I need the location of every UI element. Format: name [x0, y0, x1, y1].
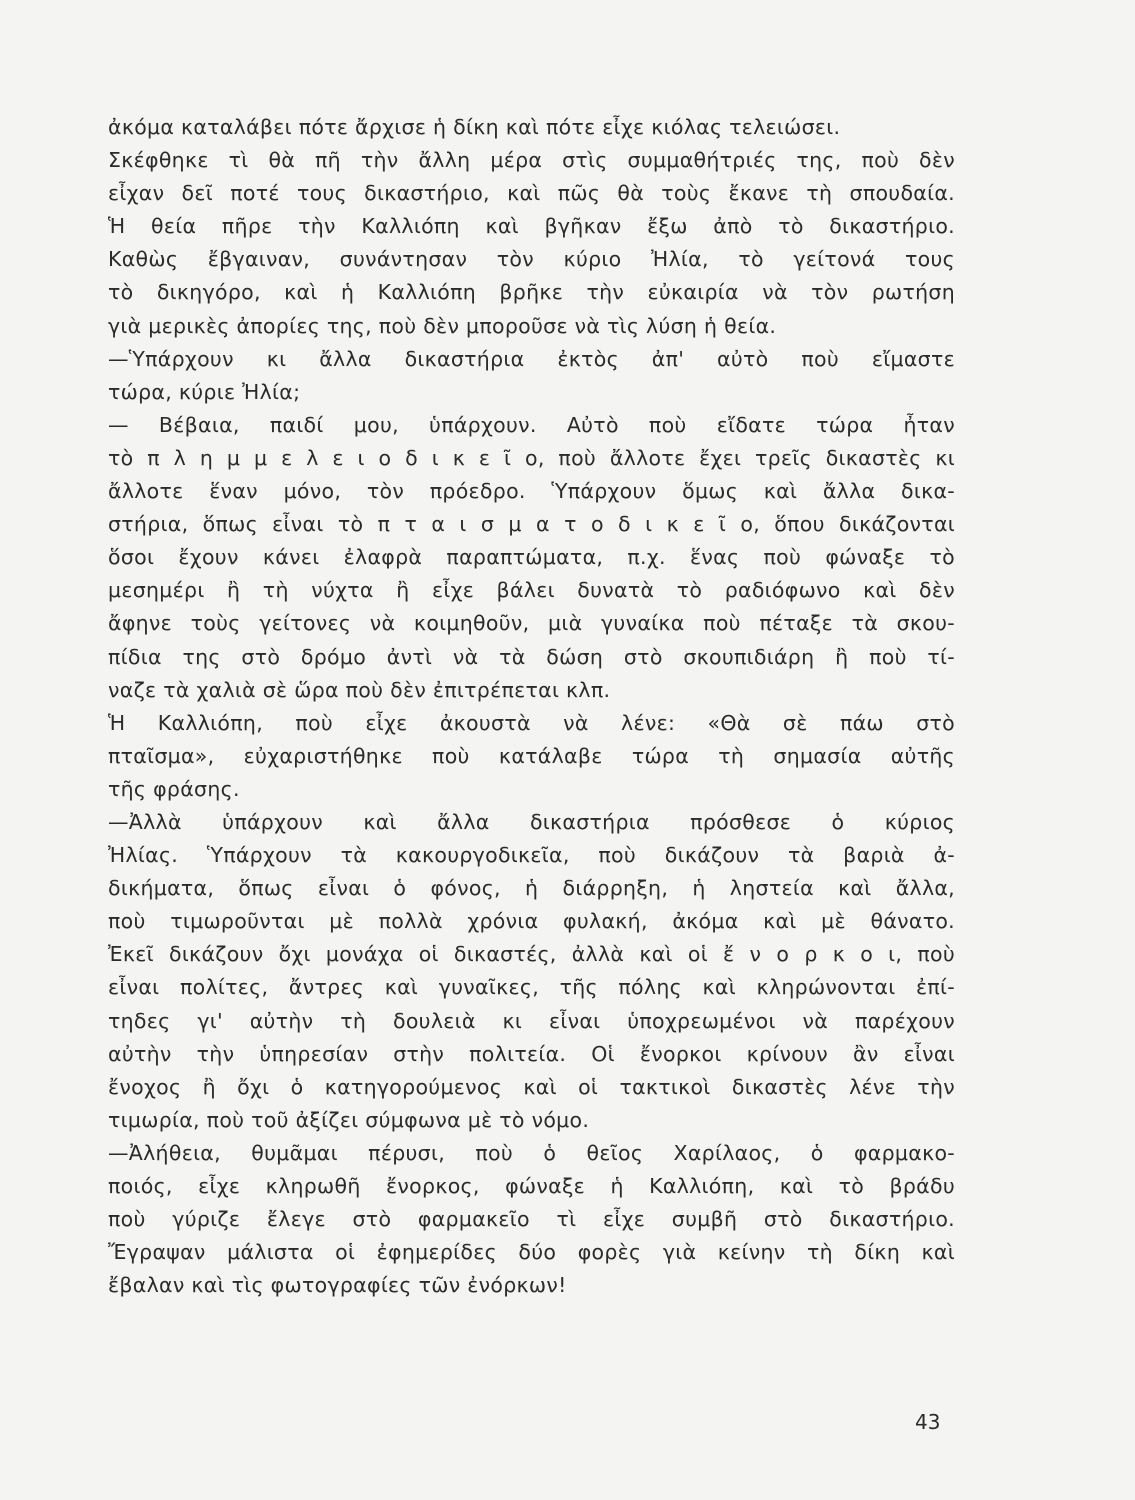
text-line: πταῖσμα», εὐχαριστήθηκε ποὺ κατάλαβε τώρα τὴ σημασία αὐτῆς — [108, 743, 955, 768]
text-line: ὅσοι ἔχουν κάνει ἐλαφρὰ παραπτώματα, π.χ. ἕνας ποὺ φώναξε τὸ — [108, 545, 955, 570]
text-line: δικήματα, ὅπως εἶναι ὁ φόνος, ἡ διάρρηξη, ἡ ληστεία καὶ ἄλλα, — [108, 876, 955, 901]
text-line: ναζε τὰ χαλιὰ σὲ ὥρα ποὺ δὲν ἐπιτρέπεται κλπ. — [108, 677, 611, 702]
text-line: ποιός, εἶχε κληρωθῆ ἔνορκος, φώναξε ἡ Καλλιόπη, καὶ τὸ βράδυ — [108, 1174, 955, 1198]
text-line: ἔβαλαν καὶ τὶς φωτογραφίες τῶν ἐνόρκων! — [108, 1273, 567, 1298]
text-line: Ἠλίας. Ὑπάρχουν τὰ κακουργοδικεῖα, ποὺ δικάζουν τὰ βαριὰ ἀ- — [108, 843, 955, 868]
text-line: ἀκόμα καταλάβει πότε ἄρχισε ἡ δίκη καὶ πότε εἶχε κιόλας τελειώσει. — [108, 115, 841, 139]
text-line: αὐτὴν τὴν ὑπηρεσίαν στὴν πολιτεία. Οἱ ἔνορκοι κρίνουν ἂν εἶναι — [108, 1041, 955, 1066]
text-line: πίδια της στὸ δρόμο ἀντὶ νὰ τὰ δώση στὸ σκουπιδιάρη ἢ ποὺ τί- — [108, 644, 955, 669]
text-line: τώρα, κύριε Ἠλία; — [108, 379, 301, 404]
text-line: — Βέβαια, παιδί μου, ὑπάρχουν. Αὐτὸ ποὺ εἴδατε τώρα ἦταν — [108, 412, 955, 437]
text-line: —Ὑπάρχουν κι ἄλλα δικαστήρια ἐκτὸς ἀπ' αὐτὸ ποὺ εἴμαστε — [108, 346, 955, 371]
text-line: γιὰ μερικὲς ἀπορίες της, ποὺ δὲν μποροῦσε νὰ τὶς λύση ἡ θεία. — [108, 313, 777, 338]
text-line: Καθὼς ἔβγαιναν, συνάντησαν τὸν κύριο Ἠλία, τὸ γείτονά τους — [108, 247, 955, 272]
body-text — [108, 111, 955, 1302]
text-line: εἶναι πολίτες, ἄντρες καὶ γυναῖκες, τῆς πόλης καὶ κληρώνονται ἐπί- — [108, 975, 955, 1000]
text-line: ποὺ τιμωροῦνται μὲ πολλὰ χρόνια φυλακή, ἀκόμα καὶ μὲ θάνατο. — [108, 909, 955, 934]
text-line: Ἐκεῖ δικάζουν ὄχι μονάχα οἱ δικαστές, ἀλλὰ καὶ οἱ ἔ ν ο ρ κ ο ι, ποὺ — [108, 942, 955, 967]
text-line: ἄφηνε τοὺς γείτονες νὰ κοιμηθοῦν, μιὰ γυναίκα ποὺ πέταξε τὰ σκου- — [108, 611, 955, 636]
text-line: ποὺ γύριζε ἔλεγε στὸ φαρμακεῖο τὶ εἶχε συμβῆ στὸ δικαστήριο. — [108, 1207, 955, 1232]
text-line: μεσημέρι ἢ τὴ νύχτα ἢ εἶχε βάλει δυνατὰ τὸ ραδιόφωνο καὶ δὲν — [108, 578, 955, 603]
text-line: τὸ π λ η μ μ ε λ ε ι ο δ ι κ ε ῖ ο, ποὺ ἄλλοτε ἔχει τρεῖς δικαστὲς κι — [108, 445, 955, 470]
text-line: ἔνοχος ἢ ὄχι ὁ κατηγορούμενος καὶ οἱ τακτικοὶ δικαστὲς λένε τὴν — [108, 1074, 955, 1099]
text-line: —Ἀλήθεια, θυμᾶμαι πέρυσι, ποὺ ὁ θεῖος Χαρίλαος, ὁ φαρμακο- — [108, 1140, 955, 1165]
text-line: —Ἀλλὰ ὑπάρχουν καὶ ἄλλα δικαστήρια πρόσθεσε ὁ κύριος — [108, 809, 955, 834]
text-line: στήρια, ὅπως εἶναι τὸ π τ α ι σ μ α τ ο δ ι κ ε ῖ ο, ὅπου δικάζονται — [108, 512, 955, 537]
text-line: Σκέφθηκε τὶ θὰ πῆ τὴν ἄλλη μέρα στὶς συμμαθήτριές της, ποὺ δὲν — [108, 148, 955, 173]
text-line: τὸ δικηγόρο, καὶ ἡ Καλλιόπη βρῆκε τὴν εὐκαιρία νὰ τὸν ρωτήση — [108, 280, 955, 305]
page-number: 43 — [915, 1410, 941, 1434]
text-line: τῆς φράσης. — [108, 776, 240, 801]
text-line: εἶχαν δεῖ ποτέ τους δικαστήριο, καὶ πῶς θὰ τοὺς ἔκανε τὴ σπουδαία. — [108, 181, 955, 206]
text-line: Ἔγραψαν μάλιστα οἱ ἐφημερίδες δύο φορὲς γιὰ κείνην τὴ δίκη καὶ — [108, 1240, 955, 1265]
text-line: Ἡ θεία πῆρε τὴν Καλλιόπη καὶ βγῆκαν ἔξω ἀπὸ τὸ δικαστήριο. — [108, 214, 955, 239]
text-line: ἄλλοτε ἕναν μόνο, τὸν πρόεδρο. Ὑπάρχουν ὅμως καὶ ἄλλα δικα- — [108, 479, 955, 504]
text-line: τιμωρία, ποὺ τοῦ ἀξίζει σύμφωνα μὲ τὸ νόμο. — [108, 1107, 590, 1132]
text-line: Ἡ Καλλιόπη, ποὺ εἶχε ἀκουστὰ νὰ λένε: «Θὰ σὲ πάω στὸ — [108, 710, 955, 735]
text-line: τηδες γι' αὐτὴν τὴ δουλειὰ κι εἶναι ὑποχρεωμένοι νὰ παρέχουν — [108, 1008, 955, 1033]
